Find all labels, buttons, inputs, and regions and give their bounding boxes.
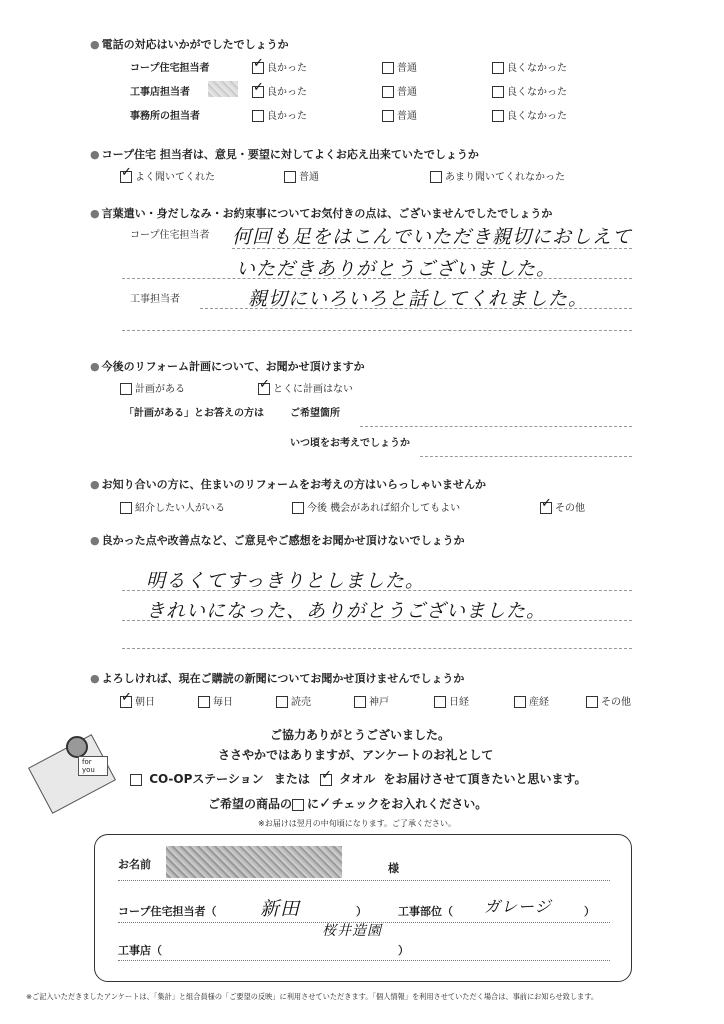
q7-option3-checkbox[interactable]: [354, 696, 366, 708]
gift-illustration: [36, 748, 108, 800]
work-area-label: 工事部位（: [398, 905, 453, 918]
work-area-close: ）: [584, 905, 595, 918]
q1-row1-option2-label: 良くなかった: [507, 87, 567, 98]
q1-row1-option1-label: 普通: [397, 87, 417, 98]
q1-row0-option2-label: 良くなかった: [507, 63, 567, 74]
gift-towel-checkbox[interactable]: [320, 774, 332, 786]
q1-row-label: 工事店担当者: [130, 87, 190, 98]
q1-row2-option2-checkbox[interactable]: [492, 110, 504, 122]
q5-option1-label: 今後 機会があれば紹介してもよい: [307, 503, 461, 514]
q7-option0[interactable]: [120, 693, 155, 708]
q4-option0-checkbox[interactable]: [120, 383, 132, 395]
q5-title: ● お知り合いの方に、住まいのリフォームをお考えの方はいらっしゃいませんか: [90, 476, 486, 492]
shop-label: 工事店（: [118, 944, 162, 957]
q2-option1-checkbox[interactable]: [284, 171, 296, 183]
q1-row0-option0[interactable]: [252, 59, 307, 74]
q7-option0-checkbox[interactable]: [120, 696, 132, 708]
q7-option5-label: 産経: [529, 697, 549, 708]
q2-option1-label: 普通: [299, 172, 319, 183]
name-line: [118, 880, 610, 881]
q1-row1-option1[interactable]: [382, 83, 417, 98]
q1-row-label: 事務所の担当者: [130, 111, 200, 122]
q1-row2-option2[interactable]: [492, 107, 567, 122]
coop-staff-label: コープ住宅担当者（: [118, 905, 217, 918]
q6-title: ● 良かった点や改善点など、ご意見やご感想をお聞かせ頂けないでしょうか: [90, 532, 465, 548]
q2-option1[interactable]: [284, 168, 319, 183]
q7-title: ● よろしければ、現在ご購読の新聞についてお聞かせ頂けませんでしょうか: [90, 670, 464, 686]
q2-option2-label: あまり聞いてくれなかった: [445, 172, 565, 183]
gift-instruction-part-3: チェックをお入れください。: [331, 797, 488, 811]
q7-option5-checkbox[interactable]: [514, 696, 526, 708]
sample-checkbox-icon: [292, 799, 304, 811]
q7-option2-label: 読売: [291, 697, 311, 708]
q6-handwriting-1: 明るくてすっきりとしました。: [146, 570, 425, 592]
answer-line: [122, 330, 632, 331]
q5-option2[interactable]: [540, 499, 585, 514]
q7-option5[interactable]: [514, 693, 549, 708]
answer-line: [200, 308, 632, 309]
q3-coop-label: コープ住宅担当者: [130, 230, 210, 241]
q3-contractor-label: 工事担当者: [130, 294, 180, 305]
q1-row2-option1-label: 普通: [397, 111, 417, 122]
shop-close: ）: [398, 944, 409, 957]
gift-or-text: または: [273, 772, 310, 786]
q5-option1[interactable]: [292, 499, 460, 514]
answer-line: [420, 456, 632, 457]
q1-redaction: [208, 81, 238, 97]
q1-row0-option0-checkbox[interactable]: [252, 62, 264, 74]
shop-value[interactable]: 桜井造園: [322, 923, 382, 939]
gift-instruction: [208, 794, 487, 812]
q7-option4-label: 日経: [449, 697, 469, 708]
gift-instruction-part-2: に: [307, 797, 320, 811]
q1-row2-option2-label: 良くなかった: [507, 111, 567, 122]
q5-option2-label: その他: [555, 503, 585, 514]
checkmark-icon: ✓: [319, 794, 332, 812]
q4-place-label: ご希望箇所: [290, 408, 340, 419]
shop-line: [118, 960, 610, 961]
q7-option4-checkbox[interactable]: [434, 696, 446, 708]
q1-row1-option2-checkbox[interactable]: [492, 86, 504, 98]
q3-title: ● 言葉遣い・身だしなみ・お約束事についてお気付きの点は、ございませんでしたでしょうか: [90, 205, 552, 221]
q3-coop-handwriting-2: いただきありがとうございました。: [236, 258, 557, 280]
delivery-note: ※お届けは翌月の中旬頃になります。ご了承ください。: [258, 819, 457, 828]
q1-row0-option2[interactable]: [492, 59, 567, 74]
answer-line: [122, 648, 632, 649]
q1-row0-option2-checkbox[interactable]: [492, 62, 504, 74]
q2-option0-label: よく聞いてくれた: [135, 172, 215, 183]
answer-line: [360, 426, 632, 427]
q2-option2[interactable]: [430, 168, 565, 183]
q7-option2[interactable]: [276, 693, 311, 708]
answer-line: [232, 248, 632, 249]
gift-towel-label: タオル: [339, 772, 376, 786]
q5-option2-checkbox[interactable]: [540, 502, 552, 514]
q2-title: ● コープ住宅 担当者は、意見・要望に対してよくお応え出来ていたでしょうか: [90, 146, 479, 162]
q1-row0-option1[interactable]: [382, 59, 417, 74]
footer-note: ※ご記入いただきましたアンケートは、「集計」と組合員様の「ご要望の反映」に利用させていただきます。「個人情報」を利用させていただく場合は、事前にお知らせ致します。: [26, 992, 599, 1001]
q7-option6[interactable]: [586, 693, 631, 708]
answer-line: [122, 620, 632, 621]
q5-option0[interactable]: [120, 499, 225, 514]
gift-bow-icon: [66, 736, 88, 758]
thanks-line-1: ご協力ありがとうございました。: [270, 728, 451, 742]
q1-row1-option2[interactable]: [492, 83, 567, 98]
q1-row2-option0-checkbox[interactable]: [252, 110, 264, 122]
q3-coop-handwriting-1: 何回も足をはこんでいただき親切におしえて: [232, 226, 633, 248]
q5-option0-label: 紹介したい人がいる: [135, 503, 225, 514]
coop-staff-value[interactable]: 新田: [260, 898, 301, 920]
gift-instruction-part-1: ご希望の商品の: [208, 797, 293, 811]
q7-option0-label: 朝日: [135, 697, 155, 708]
q7-option6-label: その他: [601, 697, 631, 708]
gift-choice-row: [130, 770, 587, 787]
answer-line: [122, 590, 632, 591]
gift-coop-station-label: CO-OPステーション: [149, 772, 264, 786]
q4-time-label: いつ頃をお考えでしょうか: [290, 438, 410, 449]
work-area-value[interactable]: ガレージ: [484, 897, 552, 916]
q2-option0[interactable]: [120, 168, 215, 183]
q7-option3[interactable]: [354, 693, 389, 708]
name-label: お名前: [118, 858, 151, 871]
q6-handwriting-2: きれいになった、ありがとうございました。: [146, 600, 547, 622]
gift-coop-station-checkbox[interactable]: [130, 774, 142, 786]
answer-line: [122, 278, 632, 279]
q1-row0-option0-label: 良かった: [267, 63, 307, 74]
q3-contractor-handwriting: 親切にいろいろと話してくれました。: [248, 288, 589, 310]
q7-option1[interactable]: [198, 693, 233, 708]
q1-row1-option0[interactable]: [252, 83, 307, 98]
q1-title: ● 電話の対応はいかがでしたでしょうか: [90, 36, 289, 52]
q2-option2-checkbox[interactable]: [430, 171, 442, 183]
q7-option2-checkbox[interactable]: [276, 696, 288, 708]
q7-option4[interactable]: [434, 693, 469, 708]
q4-option1-label: とくに計画はない: [273, 384, 353, 395]
q1-row1-option1-checkbox[interactable]: [382, 86, 394, 98]
q1-row-label: コープ住宅担当者: [130, 63, 210, 74]
q7-option3-label: 神戸: [369, 697, 389, 708]
q1-row2-option1-checkbox[interactable]: [382, 110, 394, 122]
redacted-name: [166, 846, 342, 878]
q4-option0[interactable]: [120, 380, 185, 395]
q4-title: ● 今後のリフォーム計画について、お聞かせ頂けますか: [90, 358, 365, 374]
q1-row2-option1[interactable]: [382, 107, 417, 122]
q5-option1-checkbox[interactable]: [292, 502, 304, 514]
q1-row1-option0-checkbox[interactable]: [252, 86, 264, 98]
q2-option0-checkbox[interactable]: [120, 171, 132, 183]
q4-option1[interactable]: [258, 380, 353, 395]
thanks-line-2: ささやかではありますが、アンケートのお礼として: [218, 748, 494, 762]
q7-option6-checkbox[interactable]: [586, 696, 598, 708]
gift-tail-text: をお届けさせて頂きたいと思います。: [383, 772, 587, 786]
q4-option0-label: 計画がある: [135, 384, 185, 395]
q1-row1-option0-label: 良かった: [267, 87, 307, 98]
name-suffix: 様: [388, 862, 399, 875]
q4-option1-checkbox[interactable]: [258, 383, 270, 395]
q1-row0-option1-label: 普通: [397, 63, 417, 74]
q7-option1-checkbox[interactable]: [198, 696, 210, 708]
q1-row0-option1-checkbox[interactable]: [382, 62, 394, 74]
coop-staff-close: ）: [356, 905, 367, 918]
gift-tag: for you: [78, 756, 108, 776]
q1-row2-option0[interactable]: [252, 107, 307, 122]
q5-option0-checkbox[interactable]: [120, 502, 132, 514]
q7-option1-label: 毎日: [213, 697, 233, 708]
q4-followup: 「計画がある」とお答えの方は: [124, 408, 264, 419]
q1-row2-option0-label: 良かった: [267, 111, 307, 122]
